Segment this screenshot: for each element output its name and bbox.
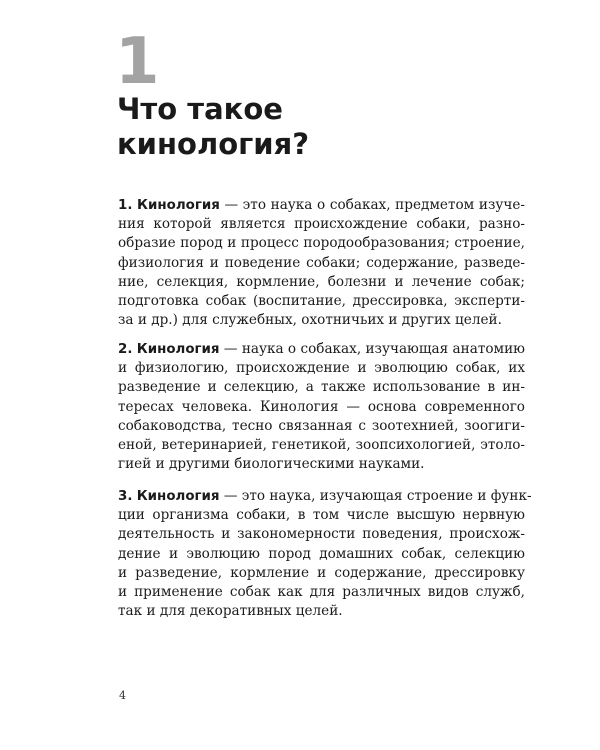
chapter-title xyxy=(117,92,437,162)
definition-line: ния которой является происхождение собаки, разно- xyxy=(118,216,525,233)
definition-paragraph-1 xyxy=(118,196,525,330)
definition-line: еной, ветеринарией, генетикой, зоопсихологией, этоло- xyxy=(118,437,525,454)
definition-number: 2. xyxy=(118,342,133,357)
definition-line xyxy=(118,196,525,215)
definition-line: подготовка собак (воспитание, дрессировка, эксперти- xyxy=(118,293,525,310)
chapter-title-line: Что такое xyxy=(117,92,283,126)
definition-term: Кинология xyxy=(136,489,220,504)
definition-line: разведение и селекцию, а также использование в ин- xyxy=(118,379,525,396)
definition-paragraph-2 xyxy=(118,340,525,474)
definition-line: и физиологию, происхождение и эволюцию собак, их xyxy=(118,360,525,377)
definition-term: Кинология xyxy=(136,342,220,357)
definition-line: деятельность и закономерности поведения, происхож- xyxy=(118,526,525,543)
definition-line: ние, селекция, кормление, болезни и лечение собак; xyxy=(118,273,525,290)
definition-text: — наука о собаках, изучающая анатомию xyxy=(219,341,525,357)
definition-line: гией и другими биологическими науками. xyxy=(118,456,425,473)
definition-line: физиология и поведение собаки; содержание, разведе- xyxy=(118,254,525,271)
chapter-number: 1 xyxy=(115,25,158,99)
definition-line: образие пород и процесс породообразования; строение, xyxy=(118,235,525,252)
page-number: 4 xyxy=(119,689,126,702)
definition-line: так и для декоративных целей. xyxy=(118,603,343,620)
definition-term: Кинология xyxy=(137,198,220,213)
definition-paragraph-3 xyxy=(118,487,532,621)
definition-line: дение и эволюцию пород домашних собак, селекцию xyxy=(118,545,525,562)
definition-text: — это наука, изучающая строение и функ- xyxy=(219,488,532,504)
definition-line: собаководства, тесно связанная с зоотехнией, зоогиги- xyxy=(118,417,525,434)
definition-line: ции организма собаки, в том числе высшую нервную xyxy=(118,507,525,524)
chapter-title-line: кинология? xyxy=(117,127,310,161)
definition-number: 1. xyxy=(118,198,133,213)
definition-line xyxy=(118,487,532,506)
definition-line: и разведение, кормление и содержание, дрессировку xyxy=(118,564,525,581)
definition-line: за и др.) для служебных, охотничьих и других целей. xyxy=(118,312,502,329)
definition-line: и применение собак как для различных видов служб, xyxy=(118,584,525,601)
definition-line xyxy=(118,340,525,359)
definition-number: 3. xyxy=(118,489,133,504)
definition-line: тересах человека. Кинология — основа современного xyxy=(118,398,525,415)
definition-text: — это наука о собаках, предметом изуче- xyxy=(219,197,525,213)
